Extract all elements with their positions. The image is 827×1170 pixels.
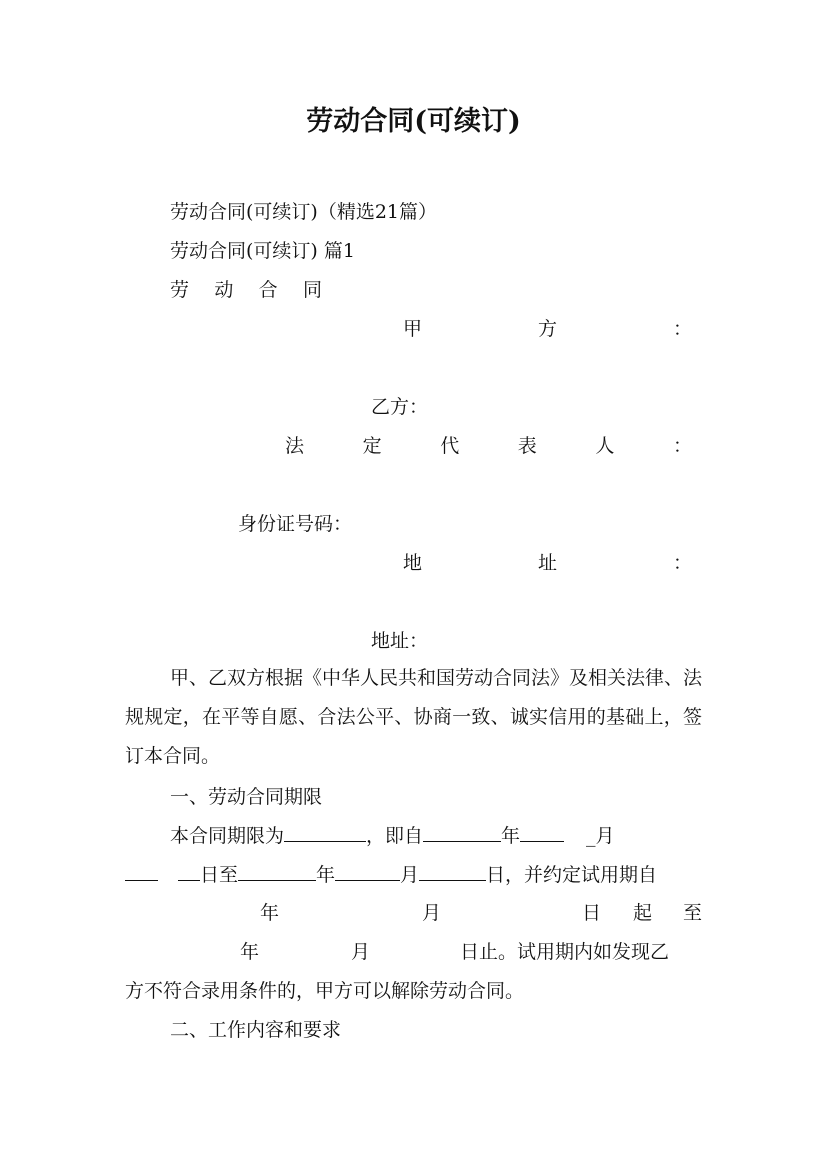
id-number-label: 身份证号码：	[238, 513, 353, 535]
term-line-3-from: 起	[633, 902, 653, 924]
section-1-heading: 一、劳动合同期限	[170, 786, 323, 808]
term-line-1: 本合同期限为 ，即自 年 _月	[170, 825, 615, 847]
term-line-3-month: 月	[422, 902, 442, 924]
article-heading: 劳动合同(可续订) 篇1	[170, 240, 355, 262]
address-label: 地址：	[371, 630, 429, 652]
term-line-3-year: 年	[260, 902, 280, 924]
party-b-label: 乙方：	[371, 396, 429, 418]
term-line-4-year: 年	[240, 941, 260, 963]
document-subtitle: 劳动合同(可续订)（精选21篇）	[170, 201, 438, 223]
term-line-2: 日至 年 月 日，并约定试用期自	[125, 862, 657, 887]
legal-representative-line: 法 定 代 表 人 ：	[285, 435, 692, 457]
term-line-4-month: 月	[351, 941, 371, 963]
party-a-line: 甲 方 ：	[403, 318, 692, 340]
address-line-spread: 地 址 ：	[403, 552, 692, 574]
term-line-3-day: 日	[582, 902, 602, 924]
term-line-3-to: 至	[683, 902, 703, 924]
section-2-heading: 二、工作内容和要求	[170, 1019, 342, 1041]
term-line-5: 方不符合录用条件的，甲方可以解除劳动合同。	[125, 980, 525, 1002]
intro-paragraph: 甲、乙双方根据《中华人民共和国劳动合同法》及相关法律、法规规定，在平等自愿、合法公平、协商一致、诚实信用的基础上，签订本合同。	[125, 667, 703, 767]
term-line-4-rest: 日止。试用期内如发现乙	[460, 941, 670, 963]
contract-label: 劳 动 合 同	[170, 279, 322, 301]
document-title: 劳动合同(可续订)	[306, 106, 521, 137]
